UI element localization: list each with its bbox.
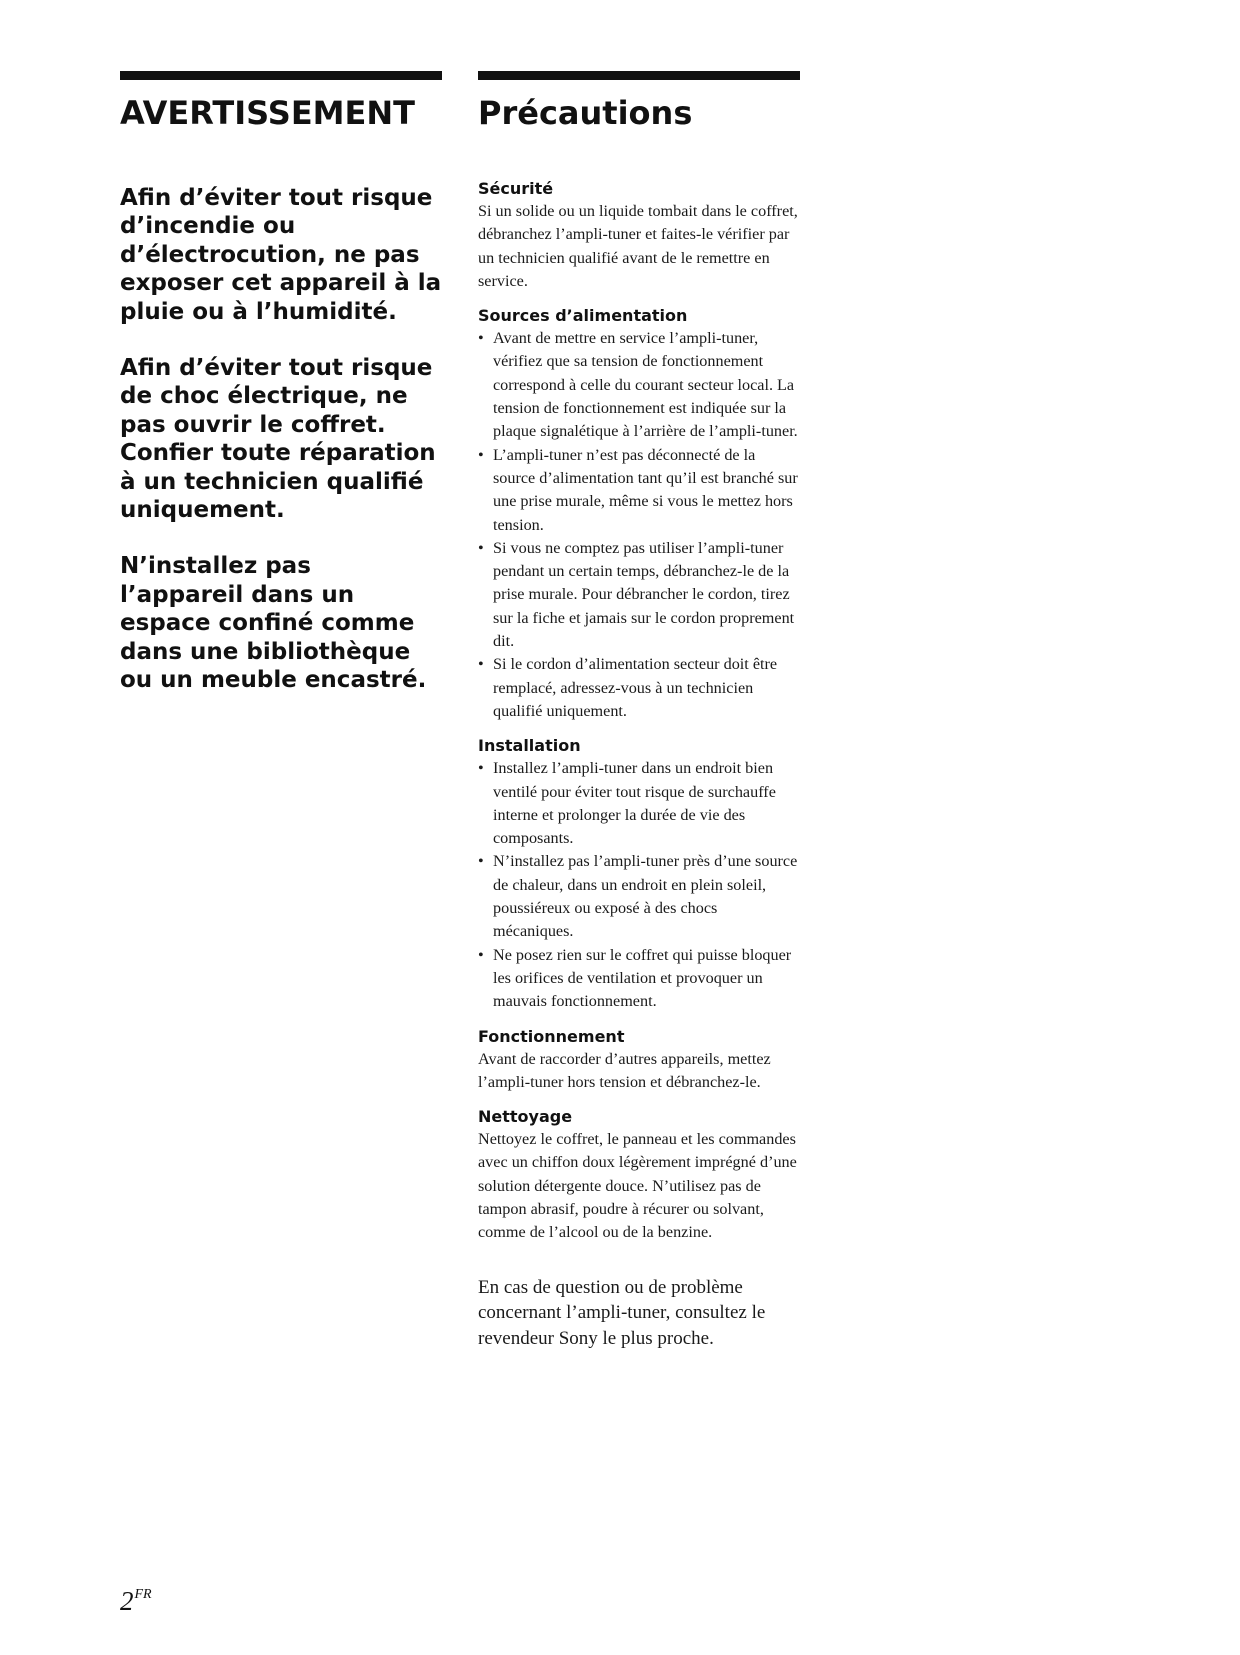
warning-shock: Afin d’éviter tout risque de choc électrique, ne pas ouvrir le coffret. Confier toute réparation à un technicien qualifié uniquement.: [120, 355, 436, 524]
section-title: Fonctionnement: [478, 1026, 625, 1046]
list-item: • Ne posez rien sur le coffret qui puisse bloquer les orifices de ventilation et provoquer un mauvais fonctionnement.: [478, 944, 800, 1014]
section-sources-alimentation: [478, 305, 800, 723]
warning-fire: Afin d’éviter tout risque d’incendie ou d’électrocution, ne pas exposer cet appareil à la pluie ou à l’humidité.: [120, 185, 442, 325]
section-title: Installation: [478, 736, 581, 756]
section-installation: [478, 735, 800, 1013]
list-item: • N’installez pas l’ampli-tuner près d’une source de chaleur, dans un endroit en plein soleil, poussiéreux ou exposé à des chocs mécaniques.: [478, 850, 800, 943]
bullet-list: [478, 757, 800, 1013]
page-number-value: 2: [120, 1586, 134, 1616]
bullet-list: [478, 327, 800, 723]
precautions-column: [478, 71, 800, 1351]
section-title: Sources d’alimentation: [478, 306, 688, 326]
list-item: • Si le cordon d’alimentation secteur doit être remplacé, adressez-vous à un technicien qualifié uniquement.: [478, 653, 800, 723]
page-number: [120, 1586, 152, 1617]
closing-note: En cas de question ou de problème concernant l’ampli-tuner, consultez le revendeur Sony le plus proche.: [478, 1276, 766, 1349]
list-item: • Avant de mettre en service l’ampli-tuner, vérifiez que sa tension de fonctionnement correspond à celle du courant secteur local. La tension de fonctionnement est indiquée sur la plaque signalétique à l’arrière de l’ampli-tuner.: [478, 327, 800, 443]
warning-heading: AVERTISSEMENT: [120, 94, 415, 132]
heading-rule: [478, 71, 800, 80]
heading-rule: [120, 71, 442, 80]
warning-installation: N’installez pas l’appareil dans un espace confiné comme dans une bibliothèque ou un meuble encastré.: [120, 553, 427, 694]
warning-column: [120, 71, 442, 695]
section-text: Si un solide ou un liquide tombait dans le coffret, débranchez l’ampli-tuner et faites-le vérifier par un technicien qualifié avant de le remettre en service.: [478, 202, 798, 290]
list-item: • Si vous ne comptez pas utiliser l’ampli-tuner pendant un certain temps, débranchez-le de la prise murale. Pour débrancher le cordon, tirez sur la fiche et jamais sur le cordon proprement dit.: [478, 537, 800, 653]
section-nettoyage: [478, 1106, 800, 1244]
page-language-suffix: FR: [134, 1587, 152, 1602]
section-title: Sécurité: [478, 179, 554, 198]
section-text: Nettoyez le coffret, le panneau et les commandes avec un chiffon doux légèrement imprégné d’une solution détergente douce. N’utilisez pas de tampon abrasif, poudre à récurer ou solvant, comme de l’alcool ou de la benzine.: [478, 1130, 797, 1242]
section-title: Nettoyage: [478, 1107, 573, 1127]
list-item: • L’ampli-tuner n’est pas déconnecté de la source d’alimentation tant qu’il est branché sur une prise murale, même si vous le mettez hors tension.: [478, 444, 800, 537]
list-item: • Installez l’ampli-tuner dans un endroit bien ventilé pour éviter tout risque de surchauffe interne et prolonger la durée de vie des composants.: [478, 757, 800, 850]
section-fonctionnement: [478, 1026, 800, 1095]
section-securite: [478, 178, 800, 293]
section-text: Avant de raccorder d’autres appareils, mettez l’ampli-tuner hors tension et débranchez-le.: [478, 1049, 771, 1091]
precautions-heading: Précautions: [478, 94, 693, 132]
